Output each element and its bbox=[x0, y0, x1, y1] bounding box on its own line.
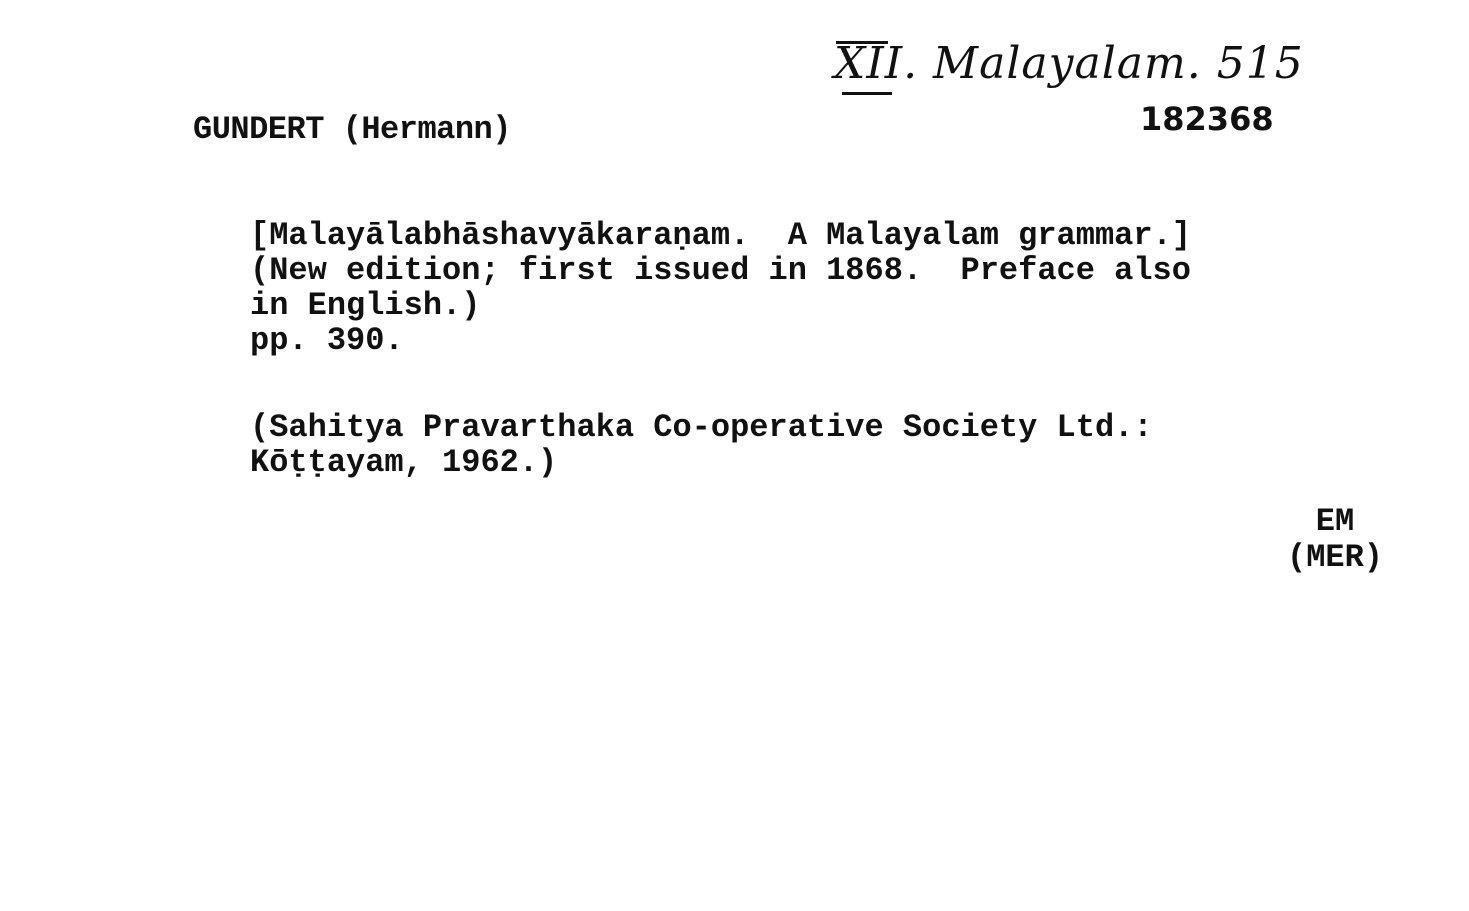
pagination: pp. 390. bbox=[250, 322, 404, 359]
imprint-publisher: (Sahitya Pravarthaka Co-operative Society Ltd.: bbox=[250, 409, 1153, 446]
title-block bbox=[250, 218, 1191, 480]
spacer bbox=[250, 358, 1191, 410]
imprint-place-date: Kōṭṭayam, 1962.) bbox=[250, 444, 558, 481]
cataloguer-initials: EM bbox=[1315, 503, 1355, 540]
shelfmark-underline bbox=[842, 92, 892, 95]
edition-line-continued: in English.) bbox=[250, 287, 481, 324]
cataloguer-initials-block bbox=[1287, 504, 1383, 576]
edition-line: (New edition; first issued in 1868. Preface also bbox=[250, 252, 1191, 289]
title-line: [Malayālabhāshavyākaraṇam. A Malayalam grammar.] bbox=[250, 217, 1191, 254]
accession-number: 182368 bbox=[1140, 100, 1274, 138]
reviser-initials: (MER) bbox=[1286, 539, 1383, 576]
author-heading: GUNDERT (Hermann) bbox=[193, 111, 511, 148]
shelfmark: XII. Malayalam. 515 bbox=[834, 38, 1304, 89]
